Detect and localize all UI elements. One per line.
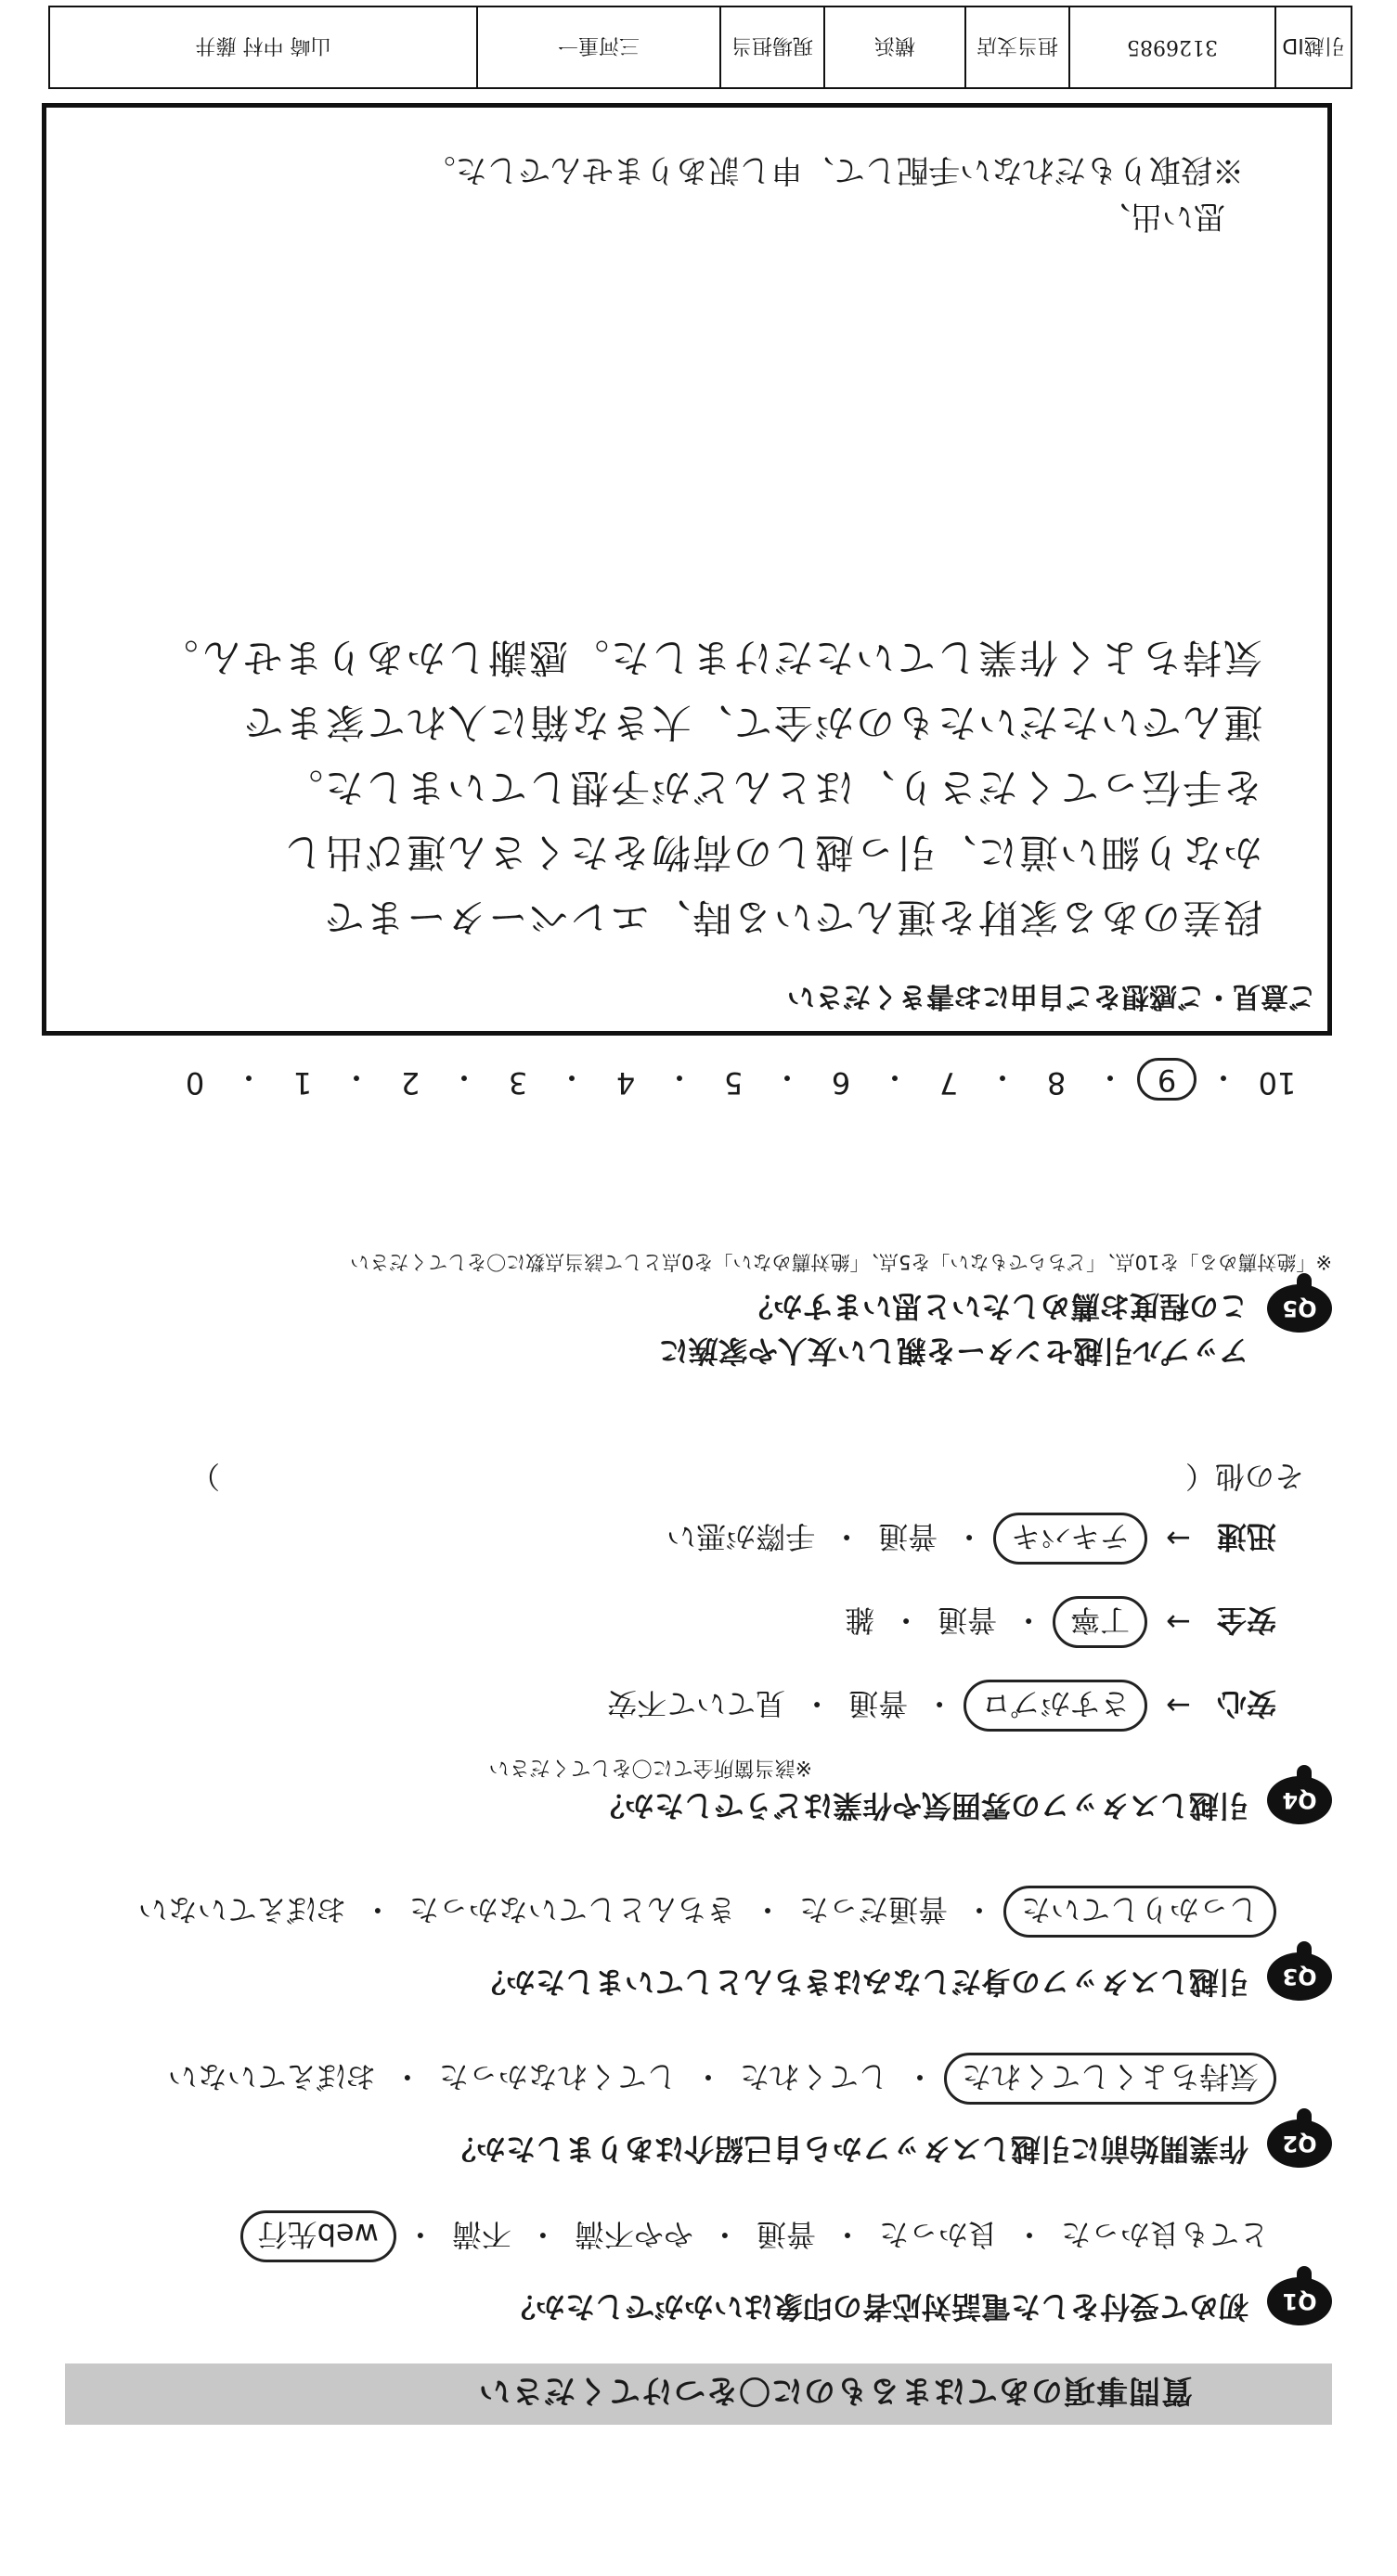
q3-badge: Q3 <box>1267 1952 1332 2001</box>
comment-line-5: 気持ちよく作業していただけました。感謝しかありません。 <box>157 635 1262 680</box>
score-1[interactable]: 1 <box>292 1065 313 1101</box>
q4-row-3-option-1-selected[interactable]: テキパキ <box>993 1513 1147 1565</box>
q5-badge: Q5 <box>1267 1284 1332 1333</box>
q4-row-3-label: 迅速 <box>1216 1519 1276 1554</box>
q3-option-2[interactable]: 普通だった <box>798 1892 948 1927</box>
staff-value: 山崎 中村 藤井 <box>195 33 331 58</box>
comment-note-line-1: 思い出、 <box>1099 198 1225 235</box>
q4-row-3: 迅速 → テキパキ ・ 普通 ・ 手際が悪い <box>659 1513 1276 1565</box>
leader-label: 現場担当 <box>719 7 823 87</box>
score-6[interactable]: 6 <box>831 1065 851 1101</box>
score-0[interactable]: 0 <box>185 1065 205 1101</box>
q4-row-1: 安心 → さすがプロ ・ 普通 ・ 見ていて不安 <box>600 1680 1276 1732</box>
q4-badge: Q4 <box>1267 1776 1332 1824</box>
q1-option-6-selected[interactable]: web先行 <box>240 2210 396 2262</box>
q2-option-1-selected[interactable]: 気持ちよくしてくれた <box>944 2053 1276 2105</box>
question-1 <box>51 2217 1332 2325</box>
q4-row-3-option-2[interactable]: 普通 <box>878 1519 938 1554</box>
question-2 <box>51 2059 1332 2168</box>
q4-other-close: ） <box>189 1459 220 1494</box>
instruction-text: 質問事項のあてはまるものに〇をつけてください <box>478 2372 1193 2410</box>
q3-option-3[interactable]: きちんとしていなかった <box>408 1892 736 1927</box>
q2-option-2[interactable]: してくれた <box>739 2059 888 2094</box>
q4-row-1-option-3[interactable]: 見ていて不安 <box>607 1686 786 1721</box>
q4-row-1-option-1-selected[interactable]: さすがプロ <box>964 1680 1147 1732</box>
q3-option-1-selected[interactable]: しっかりしていた <box>1003 1886 1276 1938</box>
q2-badge: Q2 <box>1267 2119 1332 2168</box>
arrow-icon: → <box>1166 1604 1191 1640</box>
id-value: 3126985 <box>1068 7 1274 87</box>
score-9-selected[interactable]: 9 <box>1137 1058 1197 1101</box>
q2-text: 作業開始前に引越しスタッフから自己紹介はありましたか？ <box>446 2132 1248 2167</box>
q2-option-4[interactable]: おぼえていない <box>167 2059 376 2094</box>
q4-other-row <box>97 1457 1304 1500</box>
q3-option-4[interactable]: おぼえていない <box>137 1892 346 1927</box>
branch-label: 担当支店 <box>964 7 1068 87</box>
score-3[interactable]: 3 <box>508 1065 528 1101</box>
q4-text: 引越しスタッフの雰囲気や作業はどうでしたか？ <box>594 1788 1248 1823</box>
question-5 <box>51 1128 1332 1370</box>
score-8[interactable]: 8 <box>1046 1065 1067 1101</box>
q1-badge: Q1 <box>1267 2277 1332 2325</box>
score-7[interactable]: 7 <box>938 1065 959 1101</box>
q1-option-4[interactable]: やや不満 <box>574 2217 693 2252</box>
q5-score-scale: 10 ・ 9 ・ 8 ・ 7 ・ 6 ・ 5 ・ 4 ・ 3 ・ 2 ・ 1 ・ 0 <box>168 1058 1304 1101</box>
comment-line-2: かなり細い道に、引っ越しの荷物をたくさん運び出し <box>281 830 1262 875</box>
q4-row-2: 安全 → 丁寧 ・ 普通 ・ 雑 <box>837 1596 1276 1648</box>
q1-text: 初めて受付をした電話対応者の印象はいかがでしたか？ <box>505 2289 1248 2325</box>
instruction-bar <box>65 2363 1332 2425</box>
q4-other-label: その他（ <box>1184 1459 1304 1494</box>
q4-row-2-option-1-selected[interactable]: 丁寧 <box>1053 1596 1147 1648</box>
q4-row-3-option-3[interactable]: 手際が悪い <box>666 1519 816 1554</box>
q4-note: ※該当箇所全てに〇をしてください <box>488 1756 812 1779</box>
branch-value: 横浜 <box>823 7 964 87</box>
q4-row-1-option-2[interactable]: 普通 <box>848 1686 909 1721</box>
q5-note: ※「絶対薦める」を10点、「どちらでもない」を5点、「絶対薦めない」を0点として該当点数に〇をしてください <box>350 1251 1332 1273</box>
score-5[interactable]: 5 <box>723 1065 744 1101</box>
q2-option-3[interactable]: してくれなかった <box>438 2059 677 2094</box>
q4-row-2-label: 安全 <box>1216 1603 1276 1638</box>
score-4[interactable]: 4 <box>615 1065 636 1101</box>
comment-note-line-2: ※段取りもだれない手配して、申し訳ありませんでした。 <box>423 151 1244 188</box>
question-3 <box>51 1892 1332 2001</box>
leader-value: 三河重一 <box>476 7 719 87</box>
arrow-icon: → <box>1166 1521 1191 1556</box>
comment-line-4: 運んでいただいたものが全て、大きな箱に入れて家まで <box>241 700 1262 745</box>
score-10[interactable]: 10 <box>1258 1065 1297 1101</box>
q4-row-2-option-3[interactable]: 雑 <box>845 1603 875 1638</box>
q1-options: とても良かった ・ 良かった ・ 普通 ・ やや不満 ・ 不満 ・ web先行 <box>240 2210 1276 2262</box>
q4-row-2-option-2[interactable]: 普通 <box>938 1603 998 1638</box>
question-4 <box>51 1459 1332 1824</box>
q5-text-line-1: アップル引越センターを親しい友人や家族に <box>658 1333 1248 1369</box>
score-2[interactable]: 2 <box>400 1065 420 1101</box>
comment-line-3: を手伝ってくださり、ほとんどが予想していました。 <box>281 765 1262 810</box>
q1-option-1[interactable]: とても良かった <box>1060 2217 1269 2252</box>
q2-options: 気持ちよくしてくれた ・ してくれた ・ してくれなかった ・ おぼえていない <box>161 2053 1276 2105</box>
q1-option-3[interactable]: 普通 <box>756 2217 816 2252</box>
comment-box[interactable] <box>42 103 1332 1036</box>
q3-text: 引越しスタッフの身だしなみはきちんとしていましたか？ <box>475 1964 1248 2000</box>
q5-text-line-2: この程度お薦めしたいと思いますか？ <box>743 1289 1248 1324</box>
arrow-icon: → <box>1166 1688 1191 1723</box>
id-label: 引越ID <box>1274 7 1351 87</box>
q1-option-2[interactable]: 良かった <box>878 2217 998 2252</box>
q4-row-1-label: 安心 <box>1216 1686 1276 1721</box>
comment-line-1: 段差のある家財を運んでいる時、エレベーターまで <box>322 895 1262 940</box>
q3-options: しっかりしていた ・ 普通だった ・ きちんとしていなかった ・ おぼえていない <box>131 1886 1276 1938</box>
id-strip <box>48 6 1352 89</box>
comment-heading: ご意見・ご感想をご自由にお書きください <box>787 980 1316 1012</box>
q1-option-5[interactable]: 不満 <box>451 2217 511 2252</box>
